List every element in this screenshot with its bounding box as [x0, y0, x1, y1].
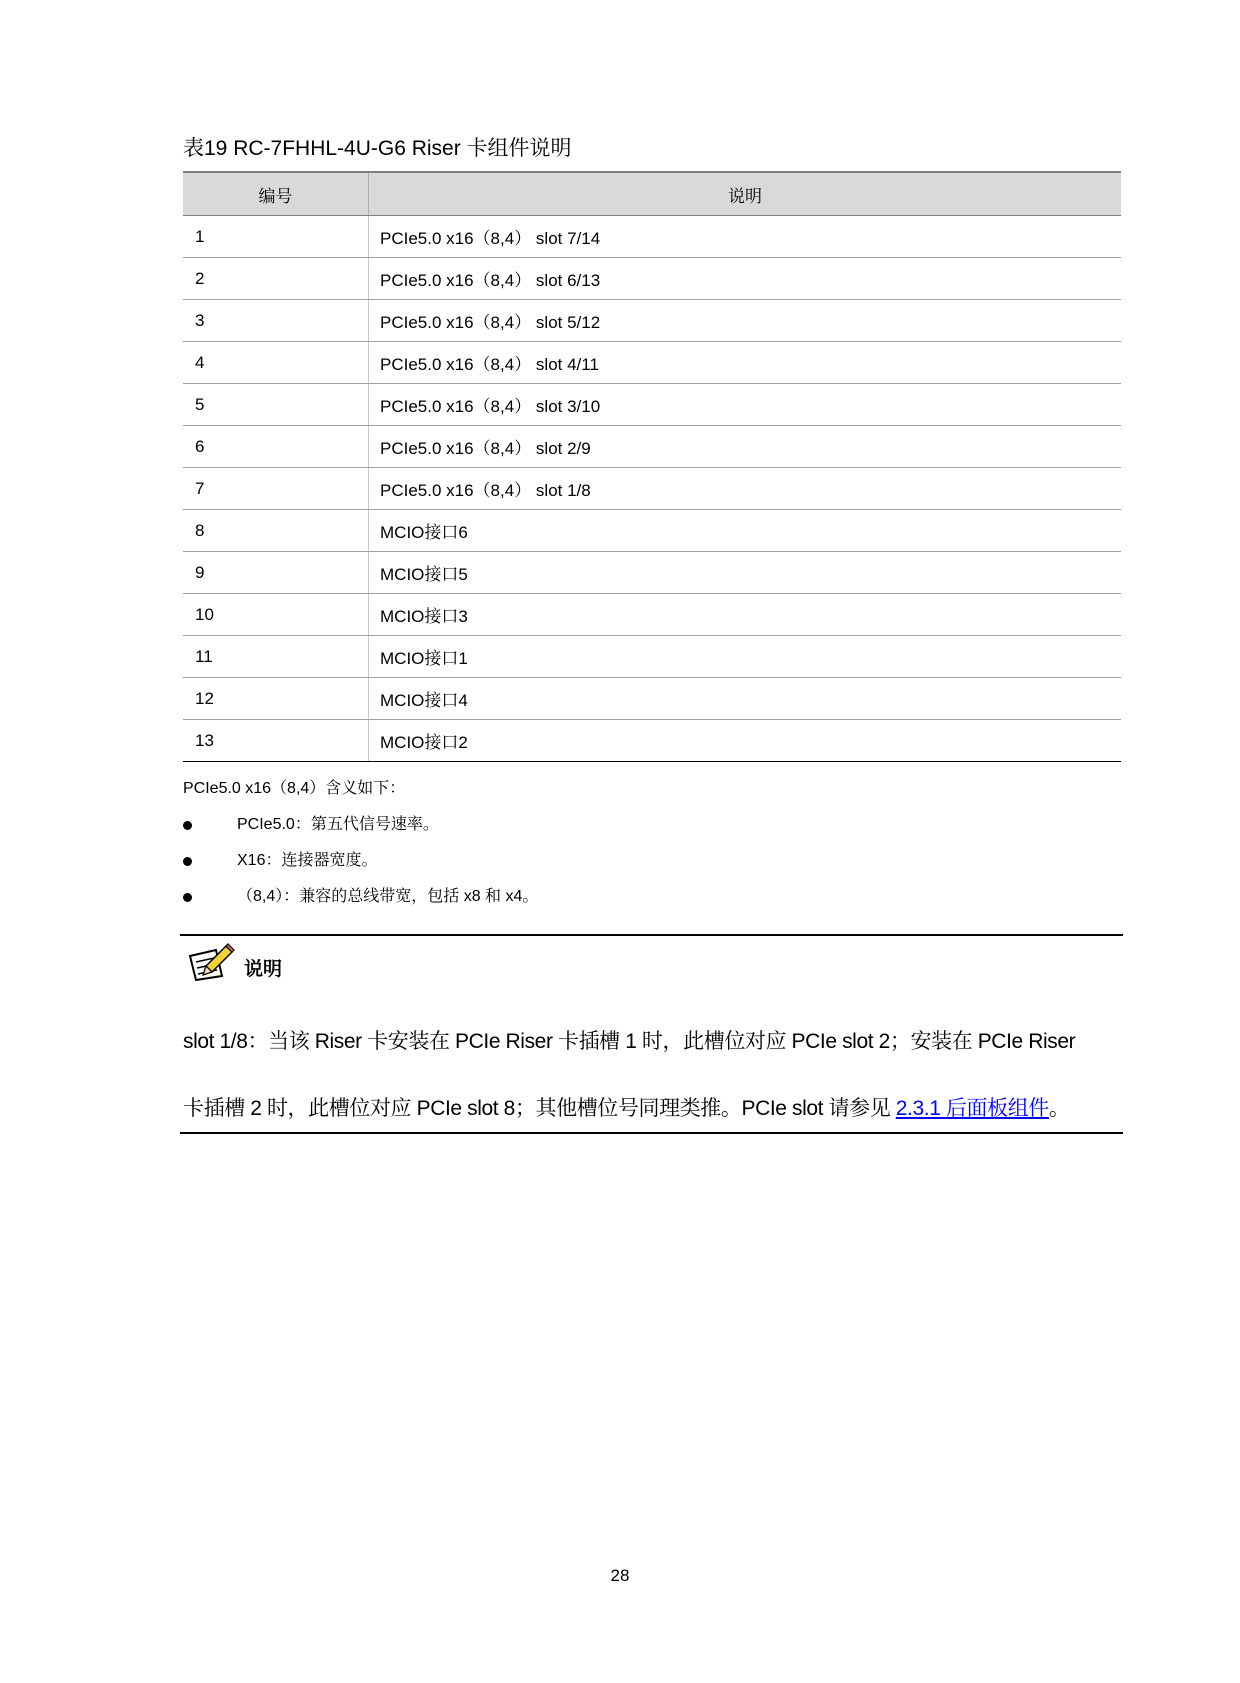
list-item-text: （8,4）：兼容的总线带宽，包括 x8 和 x4。 — [237, 888, 539, 905]
list-item — [183, 851, 538, 887]
component-table — [183, 171, 1121, 762]
row-description: MCIO接口3 — [369, 594, 1122, 636]
row-number: 12 — [183, 678, 369, 720]
table-row — [183, 258, 1121, 300]
page-number: 28 — [610, 1566, 630, 1585]
table-row — [183, 342, 1121, 384]
row-number: 11 — [183, 636, 369, 678]
note-line-2-end: 。 — [1048, 1097, 1070, 1120]
note-body — [183, 1008, 1123, 1142]
table-header-row — [183, 172, 1121, 216]
note-line-2-text: 卡插槽 2 时，此槽位对应 PCIe slot 8；其他槽位号同理类推。PCIe slot 请参见 — [183, 1097, 896, 1120]
row-description: PCIe5.0 x16（8,4） slot 2/9 — [369, 426, 1122, 468]
row-number: 4 — [183, 342, 369, 384]
table-row — [183, 468, 1121, 510]
row-number: 8 — [183, 510, 369, 552]
note-line-2 — [183, 1075, 1123, 1142]
list-item — [183, 815, 538, 851]
table-row — [183, 426, 1121, 468]
table-row — [183, 510, 1121, 552]
row-description: MCIO接口6 — [369, 510, 1122, 552]
row-description: PCIe5.0 x16（8,4） slot 5/12 — [369, 300, 1122, 342]
table-row — [183, 216, 1121, 258]
rear-panel-link[interactable]: 2.3.1 后面板组件 — [895, 1097, 1049, 1120]
bullet-icon — [183, 821, 192, 830]
row-number: 9 — [183, 552, 369, 594]
table-row — [183, 384, 1121, 426]
row-description: MCIO接口2 — [369, 720, 1122, 762]
row-description: MCIO接口1 — [369, 636, 1122, 678]
row-description: PCIe5.0 x16（8,4） slot 1/8 — [369, 468, 1122, 510]
row-description: MCIO接口5 — [369, 552, 1122, 594]
meaning-list — [183, 815, 538, 923]
table-row — [183, 594, 1121, 636]
pencil-note-icon — [186, 942, 236, 982]
table-row — [183, 300, 1121, 342]
meaning-intro: PCIe5.0 x16（8,4）含义如下： — [183, 780, 406, 797]
row-number: 10 — [183, 594, 369, 636]
list-item-text: X16：连接器宽度。 — [237, 852, 378, 869]
list-item — [183, 887, 538, 923]
row-description: MCIO接口4 — [369, 678, 1122, 720]
note-line-1: slot 1/8：当该 Riser 卡安装在 PCIe Riser 卡插槽 1 时，此槽位对应 PCIe slot 2；安装在 PCIe Riser — [183, 1030, 1076, 1053]
row-number: 13 — [183, 720, 369, 762]
row-description: PCIe5.0 x16（8,4） slot 7/14 — [369, 216, 1122, 258]
row-number: 7 — [183, 468, 369, 510]
row-number: 2 — [183, 258, 369, 300]
row-description: PCIe5.0 x16（8,4） slot 3/10 — [369, 384, 1122, 426]
bullet-icon — [183, 857, 192, 866]
note-header — [186, 940, 282, 982]
header-number: 编号 — [183, 172, 369, 216]
note-title: 说明 — [244, 959, 283, 980]
row-description: PCIe5.0 x16（8,4） slot 6/13 — [369, 258, 1122, 300]
row-number: 3 — [183, 300, 369, 342]
component-table-container — [183, 171, 1121, 762]
table-caption: 表19 RC-7FHHL-4U-G6 Riser 卡组件说明 — [183, 137, 572, 160]
table-row — [183, 678, 1121, 720]
row-number: 1 — [183, 216, 369, 258]
row-number: 5 — [183, 384, 369, 426]
row-number: 6 — [183, 426, 369, 468]
note-box — [180, 934, 1123, 1134]
bullet-icon — [183, 893, 192, 902]
table-row — [183, 636, 1121, 678]
table-row — [183, 720, 1121, 762]
list-item-text: PCIe5.0：第五代信号速率。 — [237, 816, 439, 833]
header-description: 说明 — [369, 172, 1122, 216]
row-description: PCIe5.0 x16（8,4） slot 4/11 — [369, 342, 1122, 384]
table-row — [183, 552, 1121, 594]
